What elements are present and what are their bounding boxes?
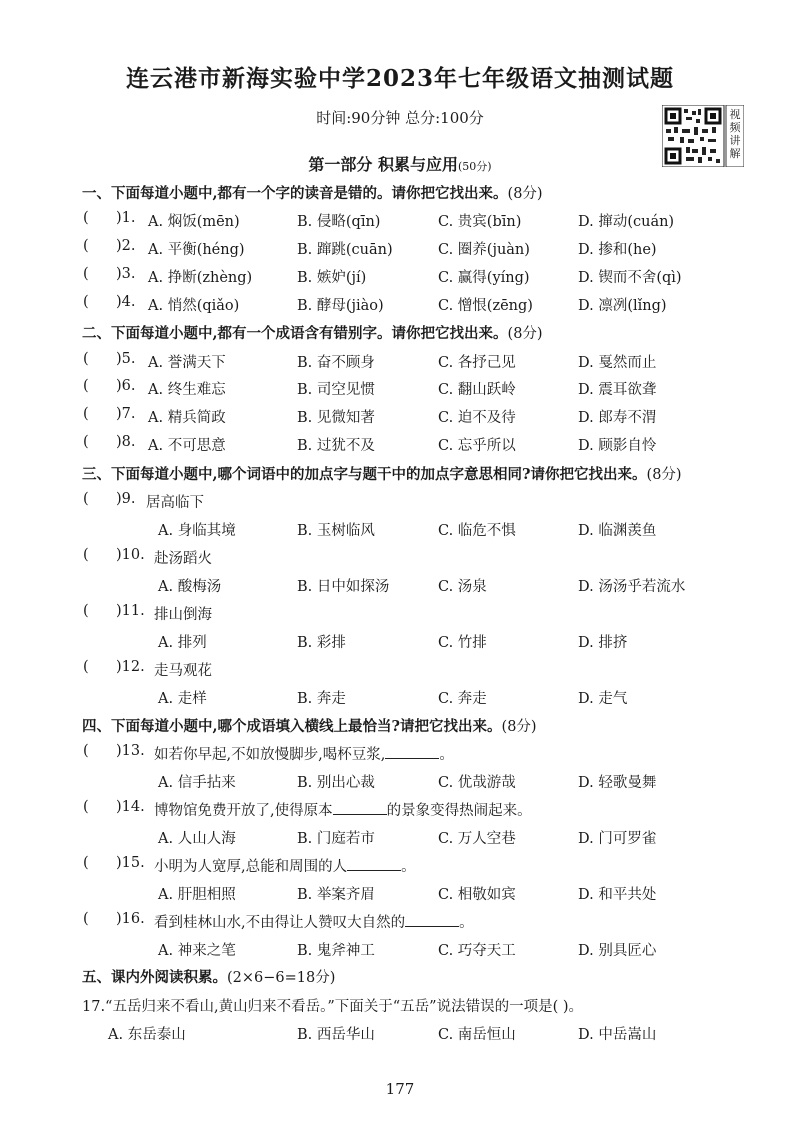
option-a: A. 东岳泰山 bbox=[108, 1027, 186, 1043]
answer-paren[interactable]: ( bbox=[83, 855, 89, 871]
part-one-heading bbox=[0, 152, 800, 175]
option-a: A. 不可思意 bbox=[148, 438, 226, 454]
option-c: C. 赢得(yíng) bbox=[438, 270, 530, 286]
option-c: C. 巧夺天工 bbox=[438, 943, 516, 959]
option-b: B. 鬼斧神工 bbox=[297, 943, 375, 959]
question-number: )2. bbox=[116, 238, 136, 254]
section-4-heading bbox=[82, 715, 537, 736]
option-c: C. 各抒己见 bbox=[438, 355, 516, 371]
option-d: D. 震耳欲聋 bbox=[578, 382, 657, 398]
option-d: D. 门可罗雀 bbox=[578, 831, 657, 847]
option-d: D. 轻歌曼舞 bbox=[578, 775, 657, 791]
option-c: C. 万人空巷 bbox=[438, 831, 516, 847]
answer-paren[interactable]: ( bbox=[83, 659, 89, 675]
option-b: B. 见微知著 bbox=[297, 410, 375, 426]
section-1-title: 一、下面每道小题中,都有一个字的读音是错的。请你把它找出来。 bbox=[82, 185, 508, 202]
option-a: A. 信手拈来 bbox=[158, 775, 236, 791]
option-d: D. 掺和(he) bbox=[578, 242, 657, 258]
option-c: C. 忘乎所以 bbox=[438, 438, 516, 454]
stem-text: 如若你早起,不如放慢脚步,喝杯豆浆, bbox=[154, 747, 386, 763]
question-stem bbox=[154, 855, 416, 876]
section-5-title: 五、课内外阅读积累。 bbox=[82, 969, 227, 986]
option-d: D. 凛冽(lǐng) bbox=[578, 298, 667, 314]
section-1-score: (8分) bbox=[507, 186, 543, 202]
stem-text-end: 。 bbox=[459, 915, 474, 931]
option-d: D. 撺动(cuán) bbox=[578, 214, 675, 230]
option-a: A. 神来之笔 bbox=[158, 943, 236, 959]
question-stem bbox=[154, 911, 474, 932]
option-b: B. 司空见惯 bbox=[297, 382, 375, 398]
option-c: C. 贵宾(bīn) bbox=[438, 214, 522, 230]
question-number: )14. bbox=[116, 799, 145, 815]
stem-text: 小明为人宽厚,总能和周围的人 bbox=[154, 859, 348, 875]
question-number: )13. bbox=[116, 743, 145, 759]
qr-label: 视频讲解 bbox=[729, 108, 741, 160]
answer-paren[interactable]: ( bbox=[83, 266, 89, 282]
question-number: )6. bbox=[116, 378, 136, 394]
stem-text: 看到桂林山水,不由得让人赞叹大自然的 bbox=[154, 915, 406, 931]
option-b: B. 西岳华山 bbox=[297, 1027, 375, 1043]
option-d: D. 和平共处 bbox=[578, 887, 657, 903]
answer-paren[interactable]: ( bbox=[83, 294, 89, 310]
option-c: C. 优哉游哉 bbox=[438, 775, 516, 791]
option-a: A. 身临其境 bbox=[158, 523, 236, 539]
option-a: A. 挣断(zhèng) bbox=[148, 270, 253, 286]
option-a: A. 平衡(héng) bbox=[148, 242, 245, 258]
question-number: )10. bbox=[116, 547, 145, 563]
option-b: B. 别出心裁 bbox=[297, 775, 375, 791]
question-number: )12. bbox=[116, 659, 145, 675]
section-1-heading bbox=[82, 182, 543, 203]
option-b: B. 蹿跳(cuān) bbox=[297, 242, 393, 258]
question-stem: 排山倒海 bbox=[154, 607, 212, 623]
section-5-heading bbox=[82, 966, 335, 987]
section-4-score: (8分) bbox=[501, 719, 537, 735]
question-stem: 居高临下 bbox=[146, 495, 204, 511]
option-b: B. 奔走 bbox=[297, 691, 346, 707]
question-stem bbox=[154, 799, 532, 820]
question-number: )9. bbox=[116, 491, 136, 507]
option-d: D. 别具匠心 bbox=[578, 943, 657, 959]
section-3-heading bbox=[82, 463, 682, 484]
question-stem: 赴汤蹈火 bbox=[154, 551, 212, 567]
section-4-title: 四、下面每道小题中,哪个成语填入横线上最恰当?请把它找出来。 bbox=[82, 718, 502, 735]
stem-text: 博物馆免费开放了,使得原本 bbox=[154, 803, 333, 819]
option-c: C. 奔走 bbox=[438, 691, 487, 707]
option-a: A. 誉满天下 bbox=[148, 355, 226, 371]
answer-paren[interactable]: ( bbox=[83, 743, 89, 759]
question-number: )3. bbox=[116, 266, 136, 282]
option-a: A. 肝胆相照 bbox=[158, 887, 236, 903]
option-d: D. 戛然而止 bbox=[578, 355, 657, 371]
option-b: B. 玉树临风 bbox=[297, 523, 375, 539]
option-c: C. 相敬如宾 bbox=[438, 887, 516, 903]
question-number: )4. bbox=[116, 294, 136, 310]
section-2-score: (8分) bbox=[507, 326, 543, 342]
option-d: D. 中岳嵩山 bbox=[578, 1027, 657, 1043]
answer-paren[interactable]: ( bbox=[83, 378, 89, 394]
section-3-score: (8分) bbox=[646, 467, 682, 483]
fill-blank[interactable] bbox=[405, 914, 459, 927]
answer-paren[interactable]: ( bbox=[83, 210, 89, 226]
stem-text-end: 。 bbox=[439, 747, 454, 763]
option-a: A. 精兵简政 bbox=[148, 410, 226, 426]
option-c: C. 翻山跃岭 bbox=[438, 382, 516, 398]
option-c: C. 圈养(juàn) bbox=[438, 242, 530, 258]
question-number: )11. bbox=[116, 603, 145, 619]
page-title: 连云港市新海实验中学2023年七年级语文抽测试题 bbox=[125, 65, 674, 92]
question-stem: 走马观花 bbox=[154, 663, 212, 679]
option-a: A. 焖饭(mēn) bbox=[148, 214, 240, 230]
option-b: B. 门庭若市 bbox=[297, 831, 375, 847]
option-d: D. 汤汤乎若流水 bbox=[578, 579, 686, 595]
option-b: B. 过犹不及 bbox=[297, 438, 375, 454]
option-a: A. 酸梅汤 bbox=[158, 579, 222, 595]
exam-time-score: 时间:90分钟 总分:100分 bbox=[316, 109, 484, 127]
option-c: C. 憎恨(zēng) bbox=[438, 298, 533, 314]
option-c: C. 临危不惧 bbox=[438, 523, 516, 539]
option-b: B. 日中如探汤 bbox=[297, 579, 390, 595]
option-a: A. 人山人海 bbox=[158, 831, 236, 847]
option-c: C. 汤泉 bbox=[438, 579, 487, 595]
answer-paren[interactable]: ( bbox=[83, 238, 89, 254]
option-c: C. 竹排 bbox=[438, 635, 487, 651]
option-c: C. 南岳恒山 bbox=[438, 1027, 516, 1043]
option-c: C. 迫不及待 bbox=[438, 410, 516, 426]
question-stem: 17.“五岳归来不看山,黄山归来不看岳。”下面关于“五岳”说法错误的一项是( )。 bbox=[82, 999, 583, 1015]
section-2-heading bbox=[82, 322, 543, 343]
option-a: A. 走样 bbox=[158, 691, 207, 707]
option-b: B. 奋不顾身 bbox=[297, 355, 375, 371]
question-stem bbox=[154, 743, 454, 764]
section-5-score: (2×6−6=18分) bbox=[227, 970, 336, 986]
question-number: )7. bbox=[116, 406, 136, 422]
answer-paren[interactable]: ( bbox=[83, 434, 89, 450]
option-d: D. 排挤 bbox=[578, 635, 628, 651]
answer-paren[interactable]: ( bbox=[83, 351, 89, 367]
option-a: A. 终生难忘 bbox=[148, 382, 226, 398]
answer-paren[interactable]: ( bbox=[83, 911, 89, 927]
fill-blank[interactable] bbox=[333, 802, 387, 815]
fill-blank[interactable] bbox=[347, 858, 401, 871]
option-b: B. 嫉妒(jí) bbox=[297, 270, 367, 286]
answer-paren[interactable]: ( bbox=[83, 491, 89, 507]
stem-text-end: 。 bbox=[401, 859, 416, 875]
option-d: D. 走气 bbox=[578, 691, 628, 707]
part-title: 第一部分 积累与应用 bbox=[308, 155, 458, 174]
option-a: A. 悄然(qiǎo) bbox=[148, 298, 240, 314]
option-b: B. 酵母(jiào) bbox=[297, 298, 384, 314]
section-3-title: 三、下面每道小题中,哪个词语中的加点字与题干中的加点字意思相同?请你把它找出来。 bbox=[82, 466, 647, 483]
answer-paren[interactable]: ( bbox=[83, 603, 89, 619]
stem-text-end: 的景象变得热闹起来。 bbox=[386, 803, 532, 819]
option-b: B. 侵略(qīn) bbox=[297, 214, 381, 230]
question-number: )16. bbox=[116, 911, 145, 927]
option-d: D. 临渊羡鱼 bbox=[578, 523, 657, 539]
option-d: D. 顾影自怜 bbox=[578, 438, 657, 454]
part-score: (50分) bbox=[457, 160, 492, 173]
question-number: )1. bbox=[116, 210, 136, 226]
page-number: 177 bbox=[385, 1080, 415, 1098]
option-a: A. 排列 bbox=[158, 635, 207, 651]
answer-paren[interactable]: ( bbox=[83, 799, 89, 815]
question-number: )8. bbox=[116, 434, 136, 450]
option-d: D. 郎寿不渭 bbox=[578, 410, 657, 426]
option-d: D. 锲而不舍(qì) bbox=[578, 270, 682, 286]
question-number: )5. bbox=[116, 351, 136, 367]
fill-blank[interactable] bbox=[385, 746, 439, 759]
option-b: B. 举案齐眉 bbox=[297, 887, 375, 903]
answer-paren[interactable]: ( bbox=[83, 547, 89, 563]
section-2-title: 二、下面每道小题中,都有一个成语含有错别字。请你把它找出来。 bbox=[82, 325, 508, 342]
question-number: )15. bbox=[116, 855, 145, 871]
answer-paren[interactable]: ( bbox=[83, 406, 89, 422]
option-b: B. 彩排 bbox=[297, 635, 346, 651]
